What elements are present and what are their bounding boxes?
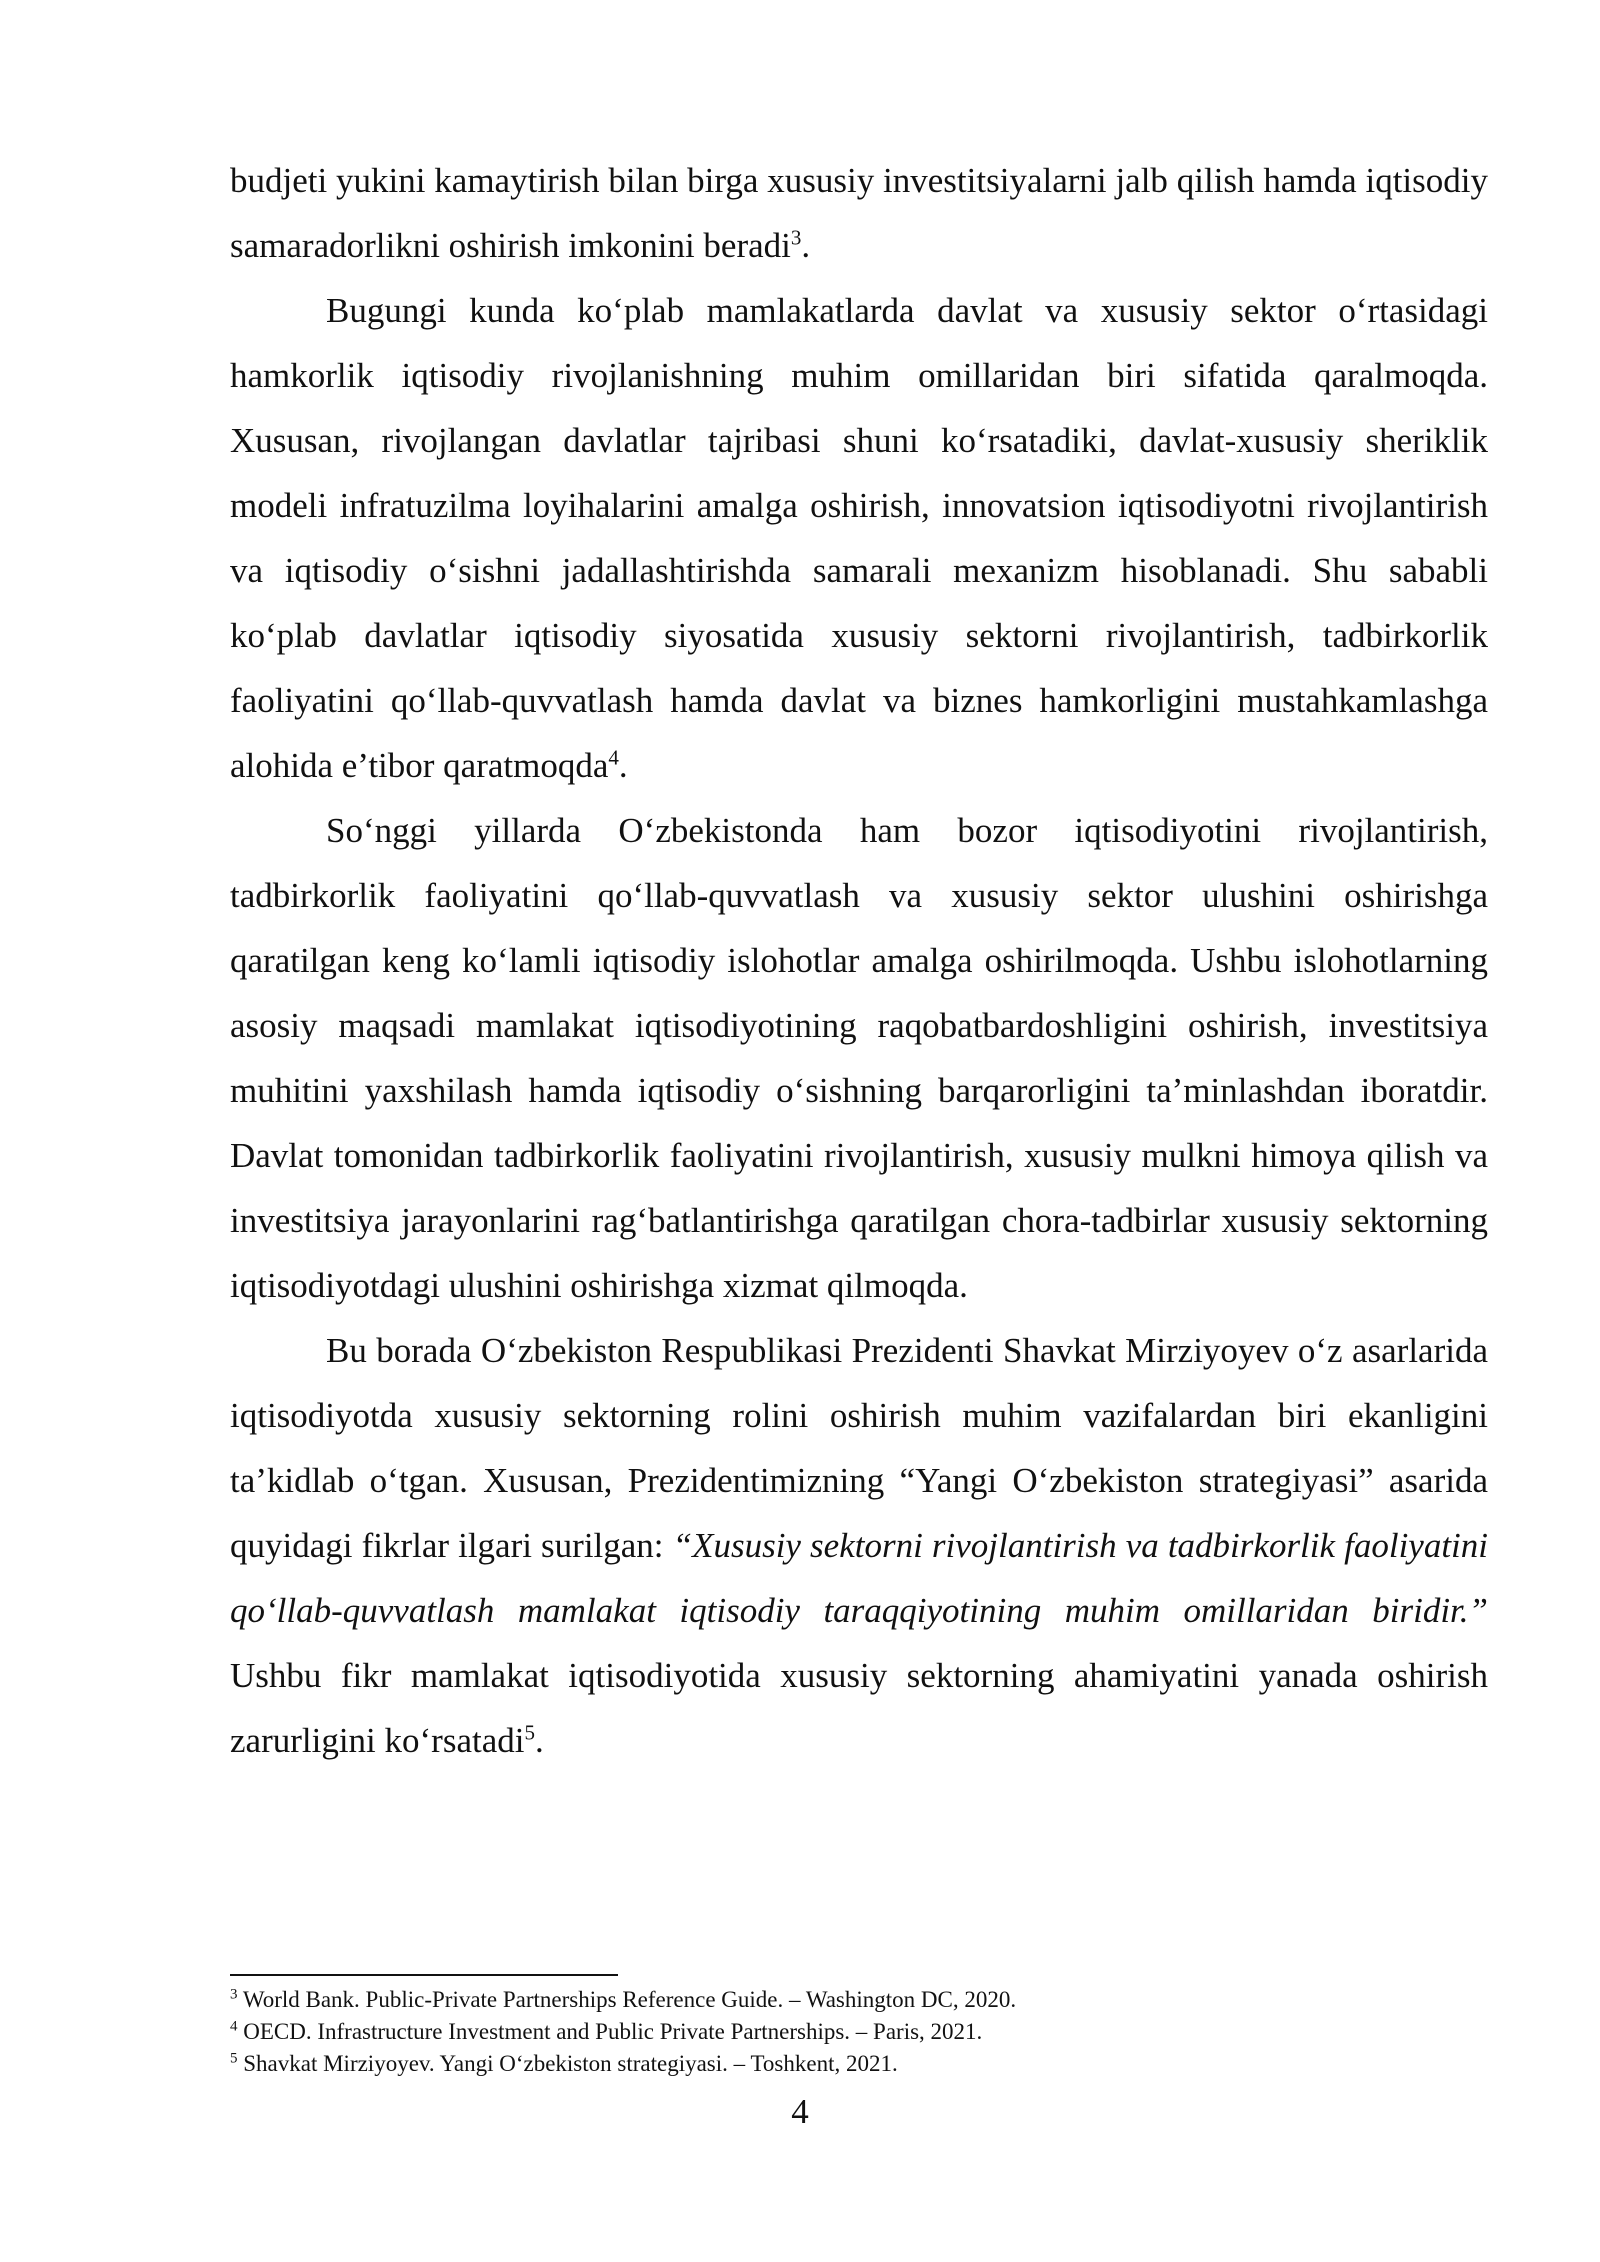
paragraph-3 (230, 798, 1488, 1318)
footnote-3 (230, 1984, 1488, 2016)
paragraph-text: So‘nggi yillarda O‘zbekistonda ham bozor iqtisodiyotini rivojlantirish, tadbirkorlik faoliyatini qo‘llab-quvvatlash va xususiy sektor ulushini oshirishga qaratilgan keng ko‘lamli iqtisodiy islohotlar amalga oshirilmoqda. Ushbu islohotlarning asosiy maqsadi mamlakat iqtisodiyotining raqobatbardoshligini oshirish, investitsiya muhitini yaxshilash hamda iqtisodiy o‘sishning barqarorligini ta’minlashdan iboratdir. Davlat tomonidan tadbirkorlik faoliyatini rivojlantirish, xususiy mulkni himoya qilish va investitsiya jarayonlarini rag‘batlantirishga qaratilgan chora-tadbirlar xususiy sektorning iqtisodiyotdagi ulushini oshirishga xizmat qilmoqda. (230, 811, 1488, 1305)
footnote-separator (230, 1974, 618, 1976)
footnote-ref-5[interactable]: 5 (524, 1720, 535, 1745)
paragraph-end: . (618, 746, 628, 785)
footnote-text: World Bank. Public-Private Partnerships Reference Guide. – Washington DC, 2020. (237, 1987, 1017, 2012)
paragraph-4 (230, 1318, 1488, 1773)
document-body (230, 148, 1488, 1773)
footnote-4 (230, 2016, 1488, 2048)
paragraph-text: Ushbu fikr mamlakat iqtisodiyotida xususiy sektorning ahamiyatini yanada oshirish zarurligini ko‘rsatadi (230, 1656, 1488, 1760)
footnote-text: OECD. Infrastructure Investment and Public Private Partnerships. – Paris, 2021. (237, 2019, 983, 2044)
paragraph-1 (230, 148, 1488, 278)
footnote-text: Shavkat Mirziyoyev. Yangi O‘zbekiston strategiyasi. – Toshkent, 2021. (237, 2051, 898, 2076)
paragraph-end: . (801, 226, 811, 265)
footnote-number: 4 (230, 2018, 238, 2035)
quotation: “Xususiy sektorni rivojlantirish va tadbirkorlik faoliyatini qo‘llab-quvvatlash mamlakat iqtisodiy taraqqiyotining muhim omillaridan biridir.” (230, 1526, 1489, 1630)
footnote-ref-3[interactable]: 3 (790, 225, 802, 250)
footnotes-section (230, 1974, 1488, 2080)
footnote-ref-4[interactable]: 4 (608, 745, 619, 770)
paragraph-2 (230, 278, 1488, 798)
footnote-5 (230, 2048, 1488, 2080)
footnote-number: 5 (230, 2050, 238, 2067)
paragraph-text: budjeti yukini kamaytirish bilan birga xususiy investitsiyalarni jalb qilish hamda iqtisodiy samaradorlikni oshirish imkonini beradi (230, 161, 1488, 265)
footnote-number: 3 (230, 1986, 238, 2003)
paragraph-text: Bugungi kunda ko‘plab mamlakatlarda davlat va xususiy sektor o‘rtasidagi hamkorlik iqtisodiy rivojlanishning muhim omillaridan biri sifatida qaralmoqda. Xususan, rivojlangan davlatlar tajribasi shuni ko‘rsatadiki, davlat-xususiy sheriklik modeli infratuzilma loyihalarini amalga oshirish, innovatsion iqtisodiyotni rivojlantirish va iqtisodiy o‘sishni jadallashtirishda samarali mexanizm hisoblanadi. Shu sababli ko‘plab davlatlar iqtisodiy siyosatida xususiy sektorni rivojlantirish, tadbirkorlik faoliyatini qo‘llab-quvvatlash hamda davlat va biznes hamkorligini mustahkamlashga alohida e’tibor qaratmoqda (230, 291, 1488, 785)
page-number: 4 (791, 2092, 809, 2131)
paragraph-end: . (534, 1721, 544, 1760)
paragraph-text: Bu borada O‘zbekiston Respublikasi Prezidenti Shavkat Mirziyoyev o‘z asarlarida iqtisodiyotda xususiy sektorning rolini oshirish muhim vazifalardan biri ekanligini ta’kidlab o‘tgan. Xususan, Prezidentimizning “Yangi O‘zbekiston strategiyasi” asarida quyidagi fikrlar ilgari surilgan: (230, 1331, 1488, 1565)
